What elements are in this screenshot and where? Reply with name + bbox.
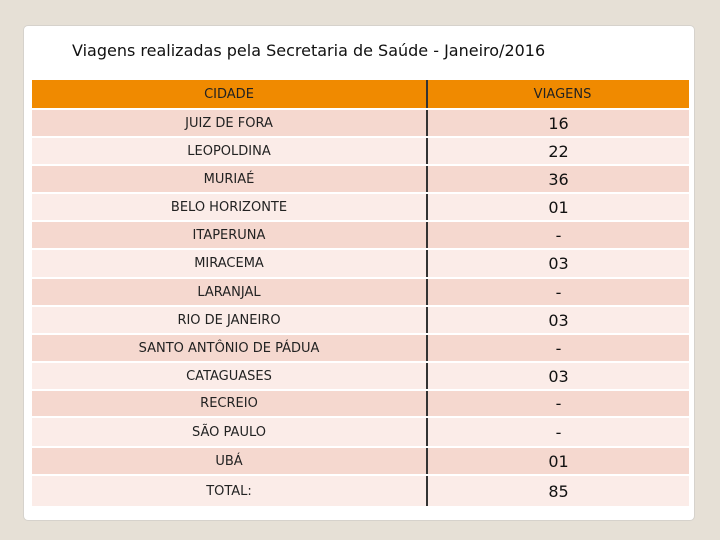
cell-city: RIO DE JANEIRO	[32, 306, 427, 334]
column-header-city: CIDADE	[32, 80, 427, 109]
cell-trips: 01	[427, 193, 689, 221]
cell-trips: -	[427, 221, 689, 249]
cell-trips: 22	[427, 137, 689, 165]
table-row	[32, 417, 689, 447]
cell-trips: 03	[427, 306, 689, 334]
cell-trips: 36	[427, 165, 689, 193]
cell-city: SANTO ANTÔNIO DE PÁDUA	[32, 334, 427, 362]
table-row	[32, 390, 689, 417]
total-value: 85	[427, 475, 689, 507]
cell-city: JUIZ DE FORA	[32, 109, 427, 137]
table-row	[32, 137, 689, 165]
cell-trips: 03	[427, 362, 689, 390]
cell-trips: 01	[427, 447, 689, 475]
cell-trips: -	[427, 417, 689, 447]
cell-trips: -	[427, 390, 689, 417]
cell-city: BELO HORIZONTE	[32, 193, 427, 221]
trips-table	[32, 80, 689, 508]
table-row	[32, 249, 689, 278]
cell-trips: 16	[427, 109, 689, 137]
table-total-row	[32, 475, 689, 507]
table-header-row	[32, 80, 689, 109]
cell-trips: 03	[427, 249, 689, 278]
cell-trips: -	[427, 334, 689, 362]
total-label: TOTAL:	[32, 475, 427, 507]
cell-city: ITAPERUNA	[32, 221, 427, 249]
cell-trips: -	[427, 278, 689, 306]
cell-city: LEOPOLDINA	[32, 137, 427, 165]
cell-city: RECREIO	[32, 390, 427, 417]
table-row	[32, 278, 689, 306]
column-header-trips: VIAGENS	[427, 80, 689, 109]
cell-city: UBÁ	[32, 447, 427, 475]
table-row	[32, 447, 689, 475]
cell-city: MURIAÉ	[32, 165, 427, 193]
table-row	[32, 362, 689, 390]
slide	[24, 26, 694, 520]
table-row	[32, 334, 689, 362]
cell-city: CATAGUASES	[32, 362, 427, 390]
cell-city: SÃO PAULO	[32, 417, 427, 447]
cell-city: LARANJAL	[32, 278, 427, 306]
table-row	[32, 165, 689, 193]
table-row	[32, 109, 689, 137]
table-row	[32, 306, 689, 334]
page-title: Viagens realizadas pela Secretaria de Saúde - Janeiro/2016	[72, 41, 546, 60]
table-row	[32, 193, 689, 221]
cell-city: MIRACEMA	[32, 249, 427, 278]
table-row	[32, 221, 689, 249]
